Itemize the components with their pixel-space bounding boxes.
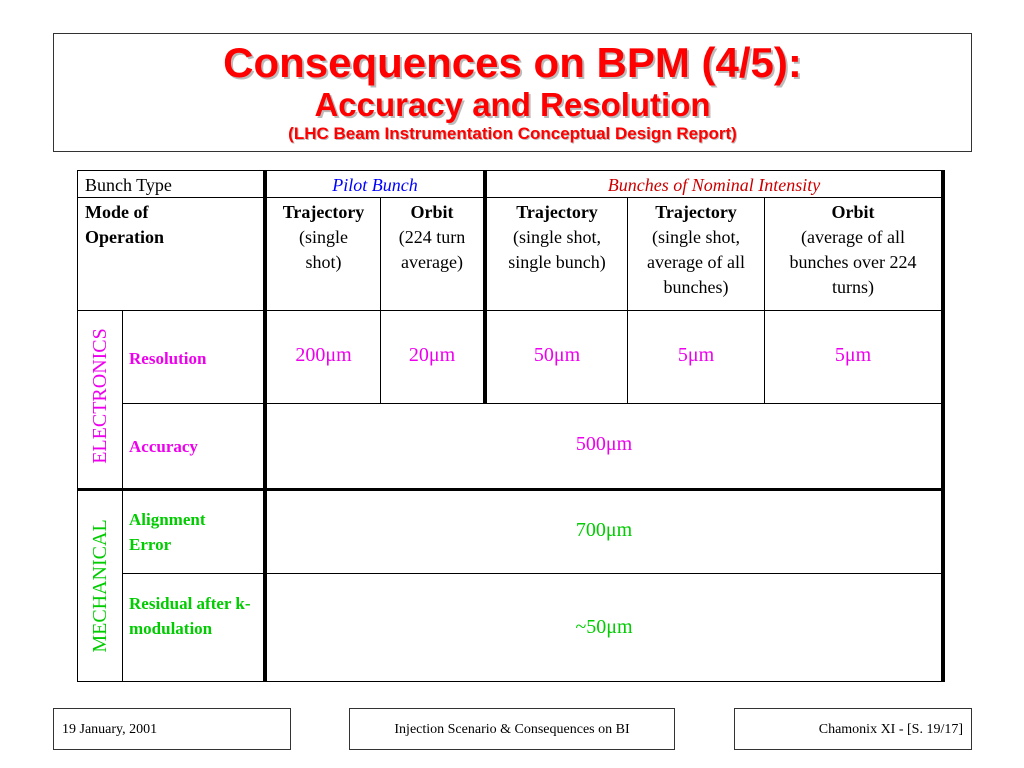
resolution-value: 20μm	[408, 344, 456, 366]
accuracy-value: 500μm	[575, 433, 633, 455]
resolution-value: 5μm	[834, 344, 872, 366]
resolution-value: 5μm	[677, 344, 715, 366]
mechanical-label: MECHANICAL	[89, 519, 111, 653]
pilot-bunch-header: Pilot Bunch	[332, 175, 418, 195]
mode-col-5-desc: (average of all bunches over 224 turns)	[789, 227, 917, 297]
slide-title: Consequences on BPM (4/5):	[223, 39, 802, 86]
mode-col-2-head: Orbit	[410, 202, 454, 222]
slide-source: (LHC Beam Instrumentation Conceptual Design Report)	[288, 124, 737, 143]
resolution-label: Resolution	[129, 349, 207, 368]
title-box	[53, 33, 972, 152]
mode-col-1-desc: (single shot)	[299, 227, 348, 272]
row-divider	[122, 573, 944, 574]
mode-col-4	[628, 200, 764, 300]
alignment-error-label: Alignment Error	[129, 510, 206, 554]
electronics-label: ELECTRONICS	[89, 328, 111, 464]
mode-col-5	[765, 200, 941, 300]
mode-col-1-head: Trajectory	[282, 202, 365, 222]
row-divider	[122, 403, 944, 404]
footer-date: 19 January, 2001	[53, 708, 291, 750]
mode-col-3	[487, 200, 627, 275]
bpm-table	[77, 170, 945, 682]
bunch-type-label: Bunch Type	[85, 175, 172, 195]
mode-col-5-head: Orbit	[831, 202, 875, 222]
nominal-intensity-header: Bunches of Nominal Intensity	[607, 175, 821, 195]
residual-label: Residual after k-modulation	[129, 594, 251, 638]
footer-slide-number: Chamonix XI - [S. 19/17]	[734, 708, 972, 750]
mode-col-4-desc: (single shot, average of all bunches)	[647, 227, 745, 297]
resolution-value: 200μm	[295, 344, 352, 366]
residual-value: ~50μm	[575, 616, 633, 638]
mode-col-1	[267, 200, 380, 275]
accuracy-label: Accuracy	[129, 437, 198, 456]
col-divider	[122, 310, 123, 682]
mode-col-4-head: Trajectory	[655, 202, 737, 222]
col-divider-thick	[941, 171, 944, 682]
mode-col-2	[381, 200, 483, 275]
resolution-value: 50μm	[533, 344, 581, 366]
row-divider	[78, 310, 944, 311]
slide-subtitle: Accuracy and Resolution	[314, 86, 711, 123]
mode-col-3-head: Trajectory	[516, 202, 598, 222]
section-divider	[78, 488, 944, 491]
mode-of-operation-label: Mode of Operation	[85, 202, 164, 247]
footer-title: Injection Scenario & Consequences on BI	[349, 708, 675, 750]
mode-col-3-desc: (single shot, single bunch)	[508, 227, 606, 272]
alignment-error-value: 700μm	[575, 519, 633, 541]
mode-col-2-desc: (224 turn average)	[398, 227, 466, 272]
